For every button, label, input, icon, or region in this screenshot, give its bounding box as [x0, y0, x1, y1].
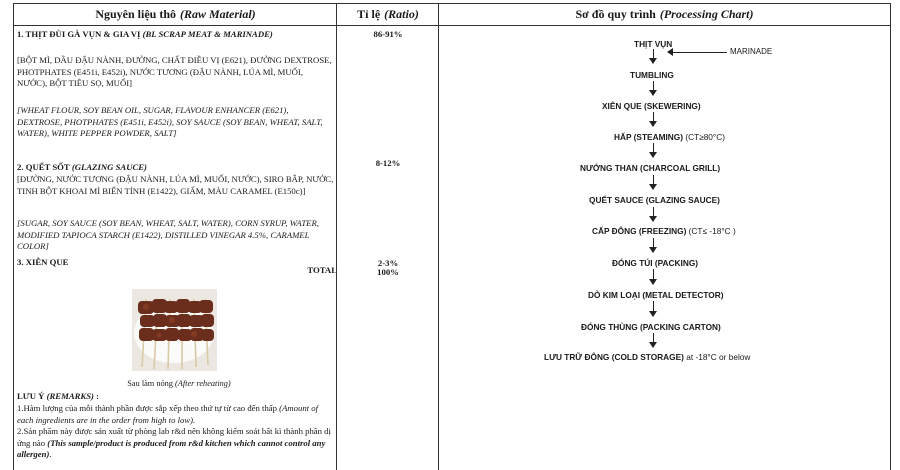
photo-caption-en: (After reheating)	[175, 379, 231, 388]
down-arrow-icon	[653, 207, 654, 221]
flow-step-packing: ĐÓNG TÚI (PACKING)	[612, 258, 699, 268]
header-raw-material	[14, 4, 337, 26]
product-photo	[132, 289, 217, 371]
item1-title	[17, 29, 335, 41]
item2-en: [SUGAR, SOY SAUCE (SOY BEAN, WHEAT, SALT, WATER), CORN SYRUP, WATER, MODIFIED TAPIOCA STARCH (E1422), DISTILLED VINEGAR 4.5%, CARAMEL COLOR]	[17, 218, 319, 252]
column-divider	[336, 4, 337, 470]
flow-step-freezing-label: CẤP ĐÔNG (FREEZING)	[592, 226, 687, 236]
item1-title-vi: 1. THỊT ĐÙI GÀ VỤN & GIA VỊ	[17, 29, 141, 39]
flow-step-cold-storage-label: LƯU TRỮ ĐÔNG (COLD STORAGE)	[544, 352, 684, 362]
flow-marinade: MARINADE	[730, 47, 773, 56]
photo-caption-vi: Sau làm nóng	[127, 379, 173, 388]
flow-step-cold-storage	[544, 352, 750, 362]
ratio-item2: 8-12%	[375, 158, 401, 168]
remark-2-vi: 2.Sản phẩm này được sản xuất từ phòng lab r&d nên không kiểm soát bất kì thành phần dị ứng nào	[17, 426, 331, 448]
remarks-title-vi: LƯU Ý	[17, 391, 45, 401]
total-label: TOTAL	[307, 265, 337, 275]
flow-step-metal-detector: DÒ KIM LOẠI (METAL DETECTOR)	[588, 290, 724, 300]
flow-step-freezing-note: (CT≤ -18°C )	[688, 226, 736, 236]
header-ratio-vi: Tỉ lệ	[357, 7, 381, 21]
remark-1-en: (Amount of each ingredients are in the order from high to low).	[17, 403, 319, 425]
remark-1-vi: 1.Hàm lượng của mỗi thành phần được sắp xếp theo thứ tự từ cao đến thấp	[17, 403, 277, 413]
down-arrow-icon	[653, 175, 654, 189]
flow-step-meat: THỊT VỤN	[634, 39, 673, 49]
down-arrow-icon	[653, 238, 654, 252]
remark-2-en: (This sample/product is produced from r&d kitchen which cannot control any allergen)	[17, 437, 326, 460]
flow-step-skewering: XIÊN QUE (SKEWERING)	[602, 101, 701, 111]
header-ratio-en: (Ratio)	[384, 7, 419, 21]
ratio-item3: 2-3%	[377, 258, 399, 268]
ratio-item1: 86-91%	[373, 29, 403, 39]
skewers-image	[132, 289, 217, 371]
item3-title: 3. XIÊN QUE	[17, 257, 69, 267]
down-arrow-icon	[653, 143, 654, 157]
flow-step-tumbling: TUMBLING	[630, 70, 674, 80]
down-arrow-icon	[653, 112, 654, 126]
column-divider	[438, 4, 439, 470]
remarks-colon: :	[96, 391, 100, 401]
item2-title	[17, 162, 335, 174]
item1-title-en: (BL SCRAP MEAT & MARINADE)	[142, 29, 273, 39]
header-process	[439, 4, 890, 26]
header-process-vi: Sơ đồ quy trình	[575, 7, 656, 21]
remarks-title	[17, 391, 335, 403]
down-arrow-icon	[653, 269, 654, 284]
flow-step-steaming-note: (CT≥80°C)	[685, 132, 725, 142]
item2-title-vi: 2. QUẾT SỐT	[17, 162, 70, 172]
header-ratio	[337, 4, 439, 26]
left-arrow-icon	[673, 52, 727, 53]
ratio-total: 100%	[377, 267, 399, 277]
flow-step-steaming	[614, 132, 725, 142]
remark-2-end: .	[49, 449, 52, 460]
header-process-en: (Processing Chart)	[659, 7, 754, 21]
flow-step-carton: ĐÓNG THÙNG (PACKING CARTON)	[581, 322, 721, 332]
spec-table	[13, 3, 891, 470]
photo-caption	[114, 378, 244, 390]
header-raw-material-en: (Raw Material)	[180, 7, 256, 21]
remark-1	[17, 403, 335, 426]
flow-step-steaming-label: HẤP (STEAMING)	[614, 132, 683, 142]
item1-en: [WHEAT FLOUR, SOY BEAN OIL, SUGAR, FLAVOUR ENHANCER (E621), DEXTROSE, PHOTPHATES (E451i, E452i), SOY SAUCE (SOY BEAN, WHEAT, SALT, WATER), WHITE PEPPER POWDER, SALT]	[17, 105, 323, 139]
item2-vi: [ĐƯỜNG, NƯỚC TƯƠNG (ĐẬU NÀNH, LÚA MÌ, MUỐI, NƯỚC), SIRO BẮP, NƯỚC, TINH BỘT KHOAI MÌ BIẾN TÍNH (E1422), GIẤM, MÀU CARAMEL (E150c)]	[17, 174, 334, 196]
flow-step-freezing	[592, 226, 736, 236]
item1-vi: [BỘT MÌ, DẦU ĐẬU NÀNH, ĐƯỜNG, CHẤT ĐIỀU VỊ (E621), ĐƯỜNG DEXTROSE, PHOTPHATES (E451i, E452i), NƯỚC TƯƠNG (ĐẬU NÀNH, LÚA MÌ, MUỐI, NƯỚC), BỘT TIÊU SỌ, MUỐI]	[17, 55, 332, 89]
down-arrow-icon	[653, 301, 654, 316]
flow-step-glazing: QUẾT SAUCE (GLAZING SAUCE)	[589, 195, 720, 205]
down-arrow-icon	[653, 333, 654, 347]
flow-step-cold-storage-note: at -18°C or below	[686, 352, 751, 362]
remark-2	[17, 426, 335, 461]
flow-step-grill: NƯỚNG THAN (CHARCOAL GRILL)	[580, 163, 721, 173]
header-raw-material-vi: Nguyên liệu thô	[95, 7, 176, 21]
down-arrow-icon	[653, 49, 654, 63]
down-arrow-icon	[653, 81, 654, 95]
remarks-title-en: (REMARKS)	[46, 391, 94, 401]
item2-title-en: (GLAZING SAUCE)	[71, 162, 147, 172]
